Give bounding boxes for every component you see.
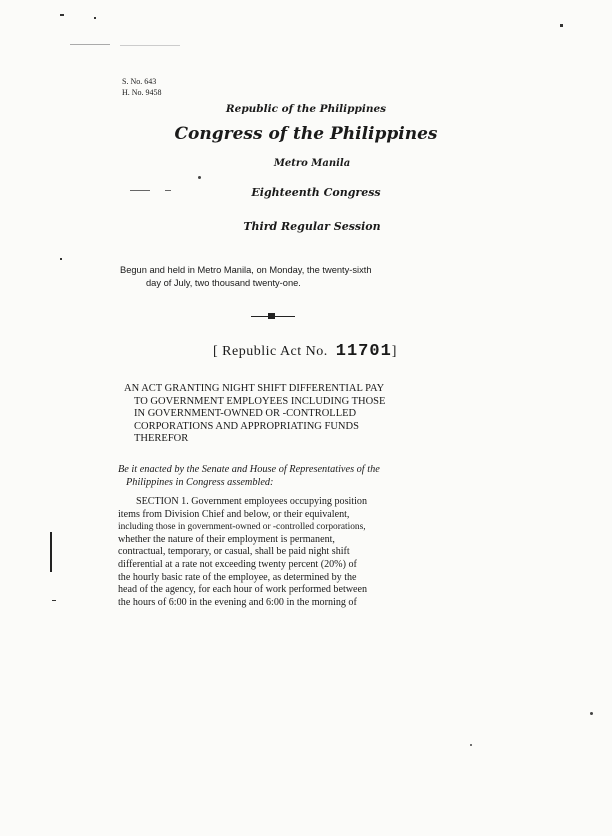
begun-line-2: day of July, two thousand twenty-one.	[146, 278, 301, 288]
scan-speck	[590, 712, 593, 715]
republic-act-close: ]	[391, 344, 397, 359]
section-line: differential at a rate not exceeding twenty percent (20%) of	[118, 558, 357, 570]
scan-artifact	[120, 45, 180, 46]
act-title-line: TO GOVERNMENT EMPLOYEES INCLUDING THOSE	[134, 395, 386, 407]
scan-artifact	[560, 24, 563, 27]
act-title	[124, 383, 444, 446]
congress-number-heading: Eighteenth Congress	[251, 186, 381, 199]
republic-heading: Republic of the Philippines	[225, 103, 387, 115]
act-title-line: AN ACT GRANTING NIGHT SHIFT DIFFERENTIAL PAY	[124, 383, 385, 394]
act-title-line: IN GOVERNMENT-OWNED OR -CONTROLLED	[134, 408, 357, 419]
bill-numbers	[122, 76, 162, 98]
begun-line-1: Begun and held in Metro Manila, on Monday, the twenty-sixth	[120, 265, 372, 275]
section-line: the hourly basic rate of the employee, as determined by the	[118, 571, 357, 583]
scan-artifact	[94, 17, 96, 19]
congress-heading: Congress of the Philippines	[174, 124, 438, 144]
section-1	[118, 496, 444, 609]
section-line: contractual, temporary, or casual, shall be paid night shift	[118, 546, 350, 558]
scan-speck	[198, 176, 201, 179]
section-line: including those in government-owned or -controlled corporations,	[118, 522, 366, 533]
section-line: items from Division Chief and below, or their equivalent,	[118, 508, 350, 520]
republic-act-value: 11701	[335, 342, 392, 361]
scan-artifact	[70, 44, 110, 45]
scan-artifact	[60, 258, 62, 260]
scan-speck	[470, 744, 472, 746]
scan-margin-mark	[50, 532, 52, 572]
session-heading: Third Regular Session	[243, 220, 381, 233]
republic-act-label: [ Republic Act No.	[213, 344, 328, 359]
begun-clause	[120, 264, 440, 290]
section-line: the hours of 6:00 in the evening and 6:00 in the morning of	[118, 596, 357, 608]
section-line: whether the nature of their employment is permanent,	[118, 533, 335, 545]
scan-artifact	[60, 14, 64, 16]
house-bill-number: H. No. 9458	[122, 88, 162, 97]
enacting-clause	[118, 463, 440, 489]
location-heading: Metro Manila	[273, 158, 351, 169]
act-title-line: CORPORATIONS AND APPROPRIATING FUNDS	[134, 420, 359, 432]
section-line: SECTION 1. Government employees occupying position	[136, 496, 367, 507]
republic-act-number	[160, 342, 450, 361]
divider-ornament	[268, 313, 275, 319]
act-title-line: THEREFOR	[134, 433, 189, 444]
section-line: head of the agency, for each hour of work performed between	[118, 584, 368, 596]
scan-artifact	[52, 600, 56, 601]
enacting-line-1: Be it enacted by the Senate and House of Representatives of the	[118, 464, 380, 475]
senate-bill-number: S. No. 643	[122, 77, 157, 86]
enacting-line-2: Philippines in Congress assembled:	[126, 477, 274, 488]
